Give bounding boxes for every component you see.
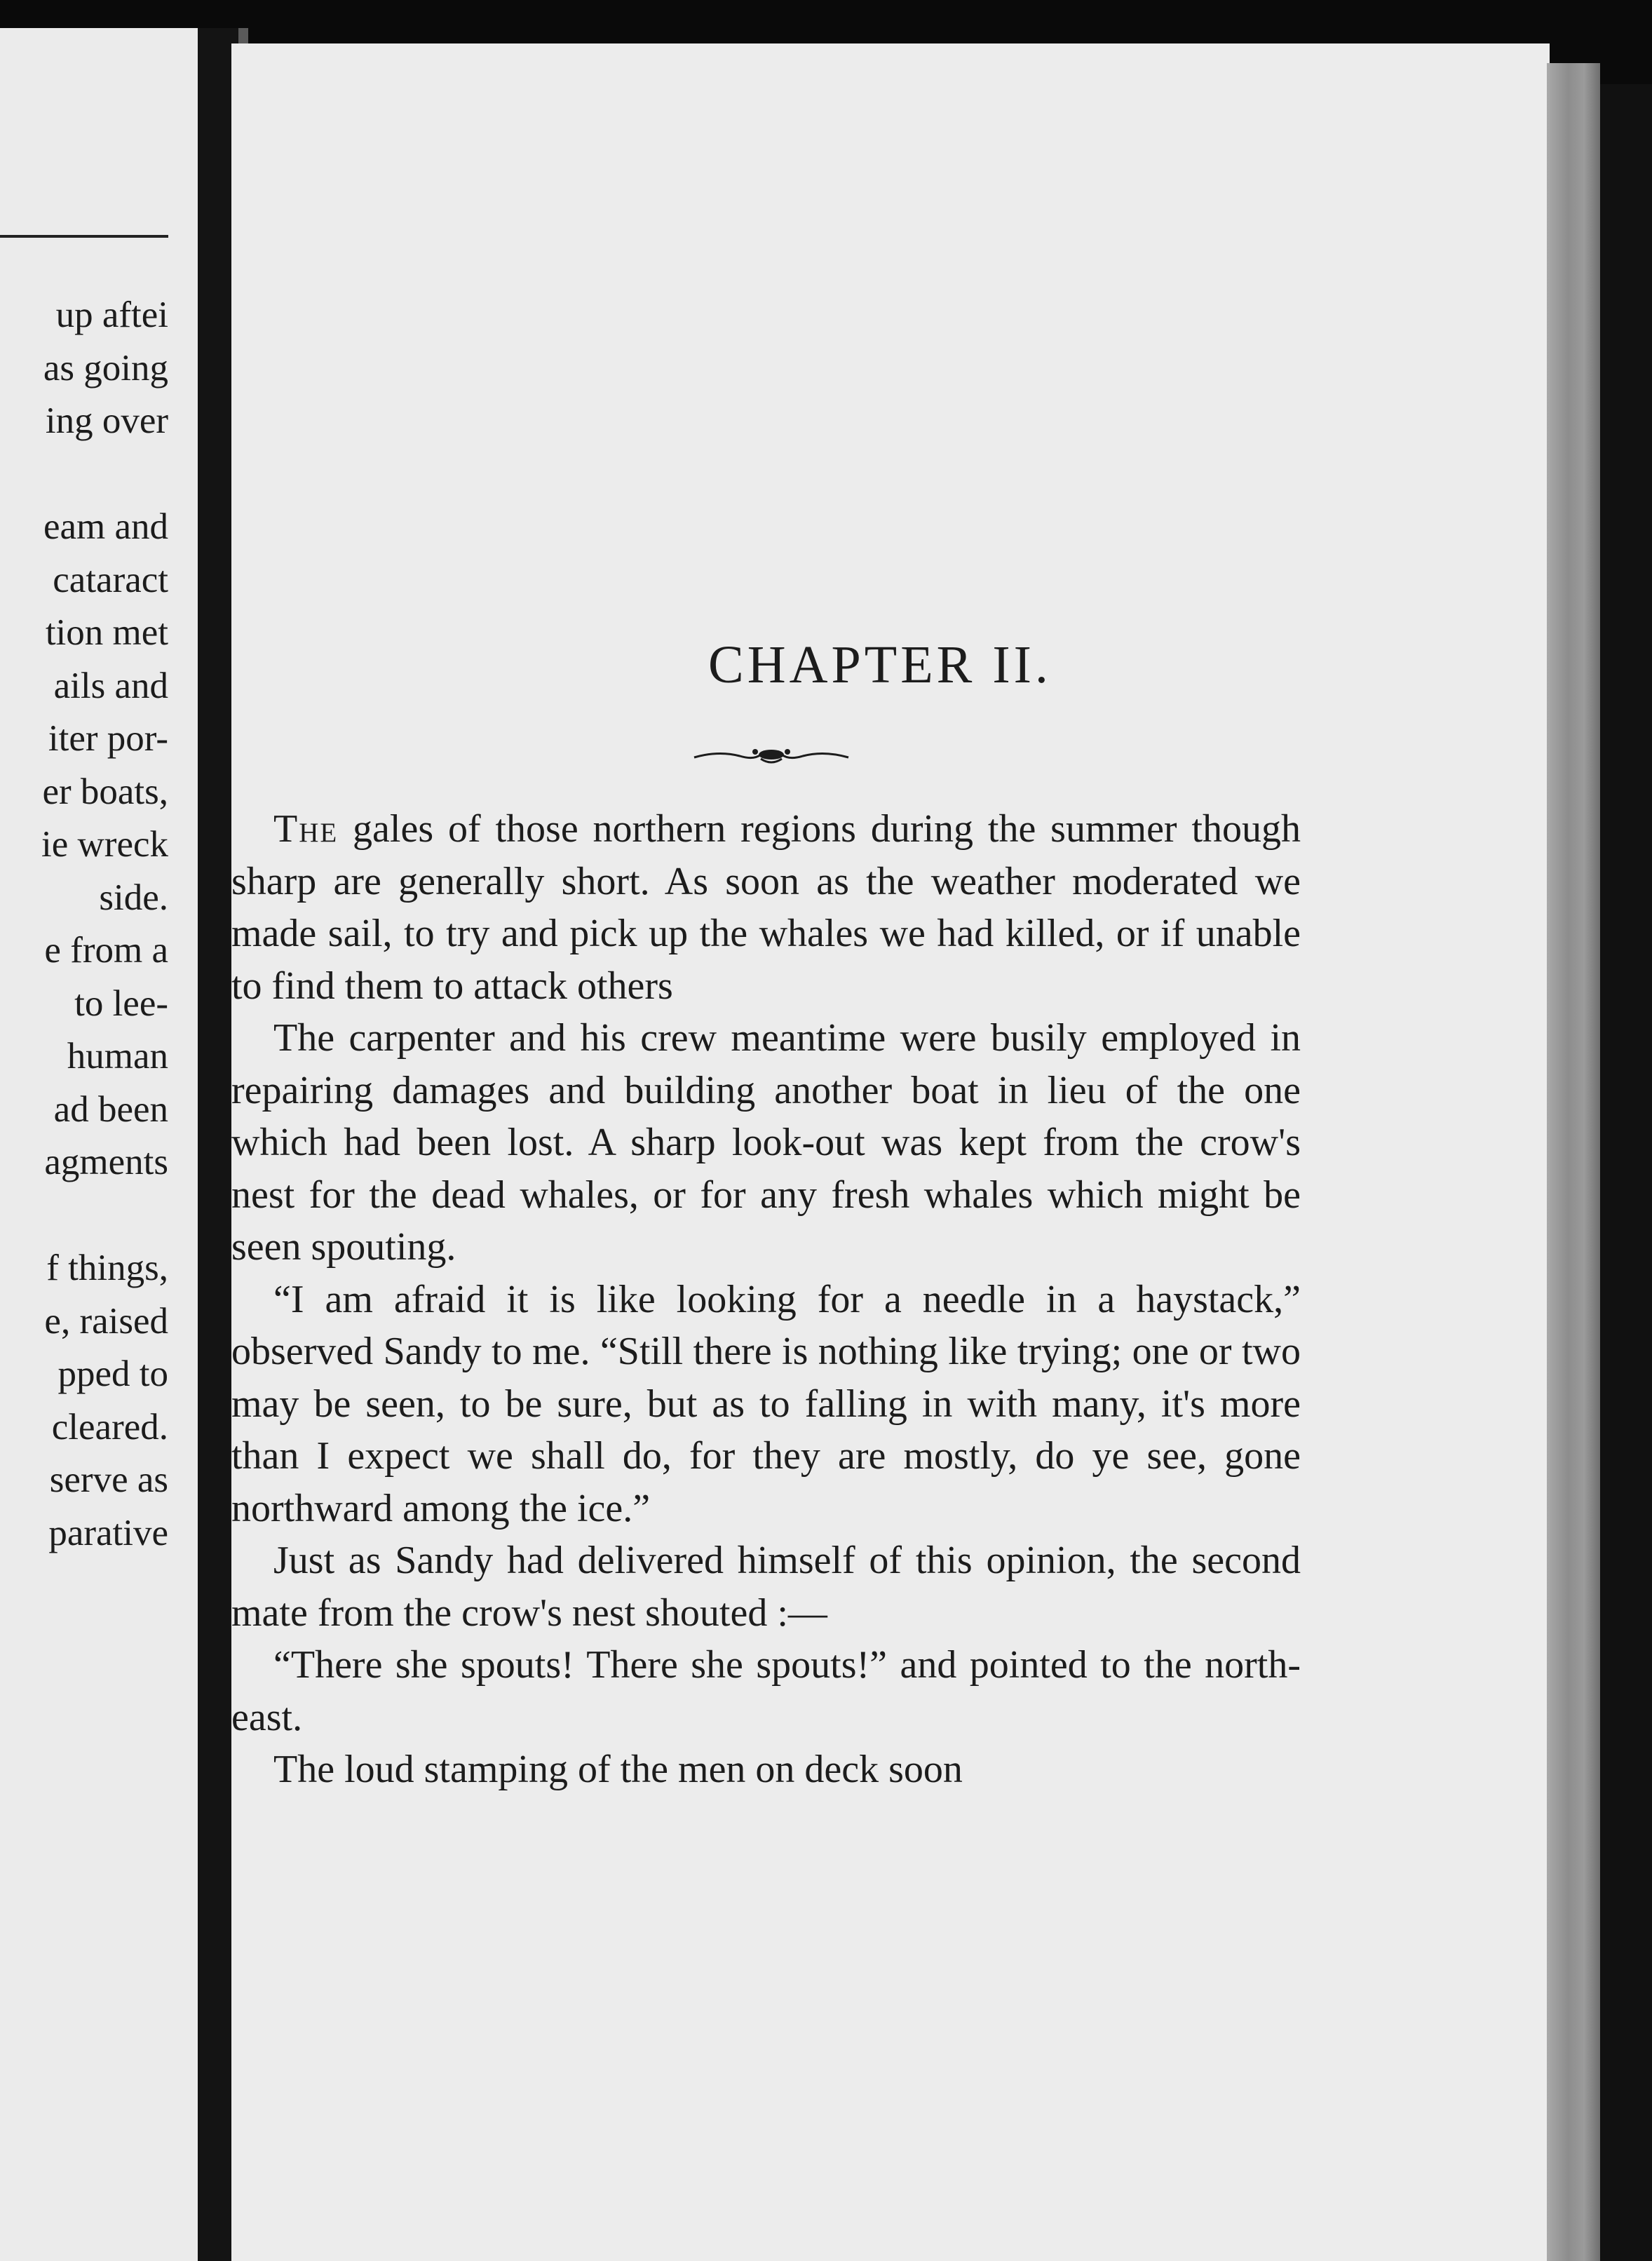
page-edges: [1547, 63, 1600, 2261]
chapter-title: CHAPTER II.: [708, 635, 1052, 694]
left-page: [0, 28, 198, 2261]
left-line-gap: [0, 1189, 168, 1243]
left-page-text: [0, 289, 168, 1560]
page-edges-shadow: [1600, 84, 1652, 2261]
left-page-rule: [0, 235, 168, 238]
left-line-gap: [0, 448, 168, 501]
paragraph-text: “I am afraid it is like looking for a needle in a haystack,” observed Sandy to me. “Still there is nothing like trying; one or two may be seen, to be sure, but as to falling in with many, it's more than I expect we shall do, for they are mostly, do ye see, gone northward among the ice.”: [231, 1277, 1301, 1530]
left-line: up aftei: [55, 295, 168, 335]
paragraph: [231, 1274, 1301, 1535]
left-line: parative: [48, 1512, 168, 1553]
chapter-body: [231, 803, 1301, 1796]
paragraph: [231, 803, 1301, 1012]
left-line: to lee-: [74, 983, 168, 1024]
left-line: ing over: [45, 400, 168, 441]
paragraph: [231, 1012, 1301, 1274]
paragraph-text: “There she spouts! There she spouts!” and pointed to the north-east.: [231, 1643, 1301, 1739]
left-line: serve as: [49, 1459, 168, 1500]
paragraph: [231, 1639, 1301, 1743]
paragraph: [231, 1743, 1301, 1796]
paragraph: [231, 1534, 1301, 1639]
left-line: as going: [43, 347, 168, 389]
left-line: cleared.: [51, 1406, 168, 1447]
left-line: agments: [44, 1142, 168, 1182]
left-line: iter por-: [48, 718, 168, 759]
left-line: e, raised: [44, 1300, 168, 1342]
left-line: pped to: [57, 1354, 168, 1394]
left-line: tion met: [45, 612, 168, 653]
left-line: cataract: [53, 559, 168, 600]
left-line: side.: [99, 877, 168, 918]
left-line: er boats,: [42, 771, 168, 812]
left-line: human: [67, 1036, 168, 1076]
paragraph-text: Just as Sandy had delivered himself of this opinion, the second mate from the crow's nest shouted :—: [231, 1539, 1301, 1635]
left-line: ails and: [53, 665, 168, 706]
left-line: ie wreck: [41, 824, 168, 865]
left-line: f things,: [46, 1248, 168, 1288]
ornament-flourish-icon: [691, 742, 852, 770]
paragraph-lead: The: [273, 807, 339, 851]
paragraph-text: The loud stamping of the men on deck soon: [273, 1748, 963, 1791]
left-line: eam and: [43, 506, 168, 547]
paragraph-text: The carpenter and his crew meantime were busily employed in repairing damages and building another boat in lieu of the one which had been lost. A sharp look-out was kept from the crow's nest for the dead whales, or for any fresh whales which might be seen spouting.: [231, 1016, 1301, 1269]
left-line: e from a: [44, 930, 168, 971]
left-line: ad been: [53, 1088, 168, 1130]
paragraph-text: gales of those northern regions during the summer though sharp are generally short. As soon as the weather moderated we made sail, to try and pick up the whales we had killed, or if unable to find them to attack others: [231, 807, 1301, 1008]
